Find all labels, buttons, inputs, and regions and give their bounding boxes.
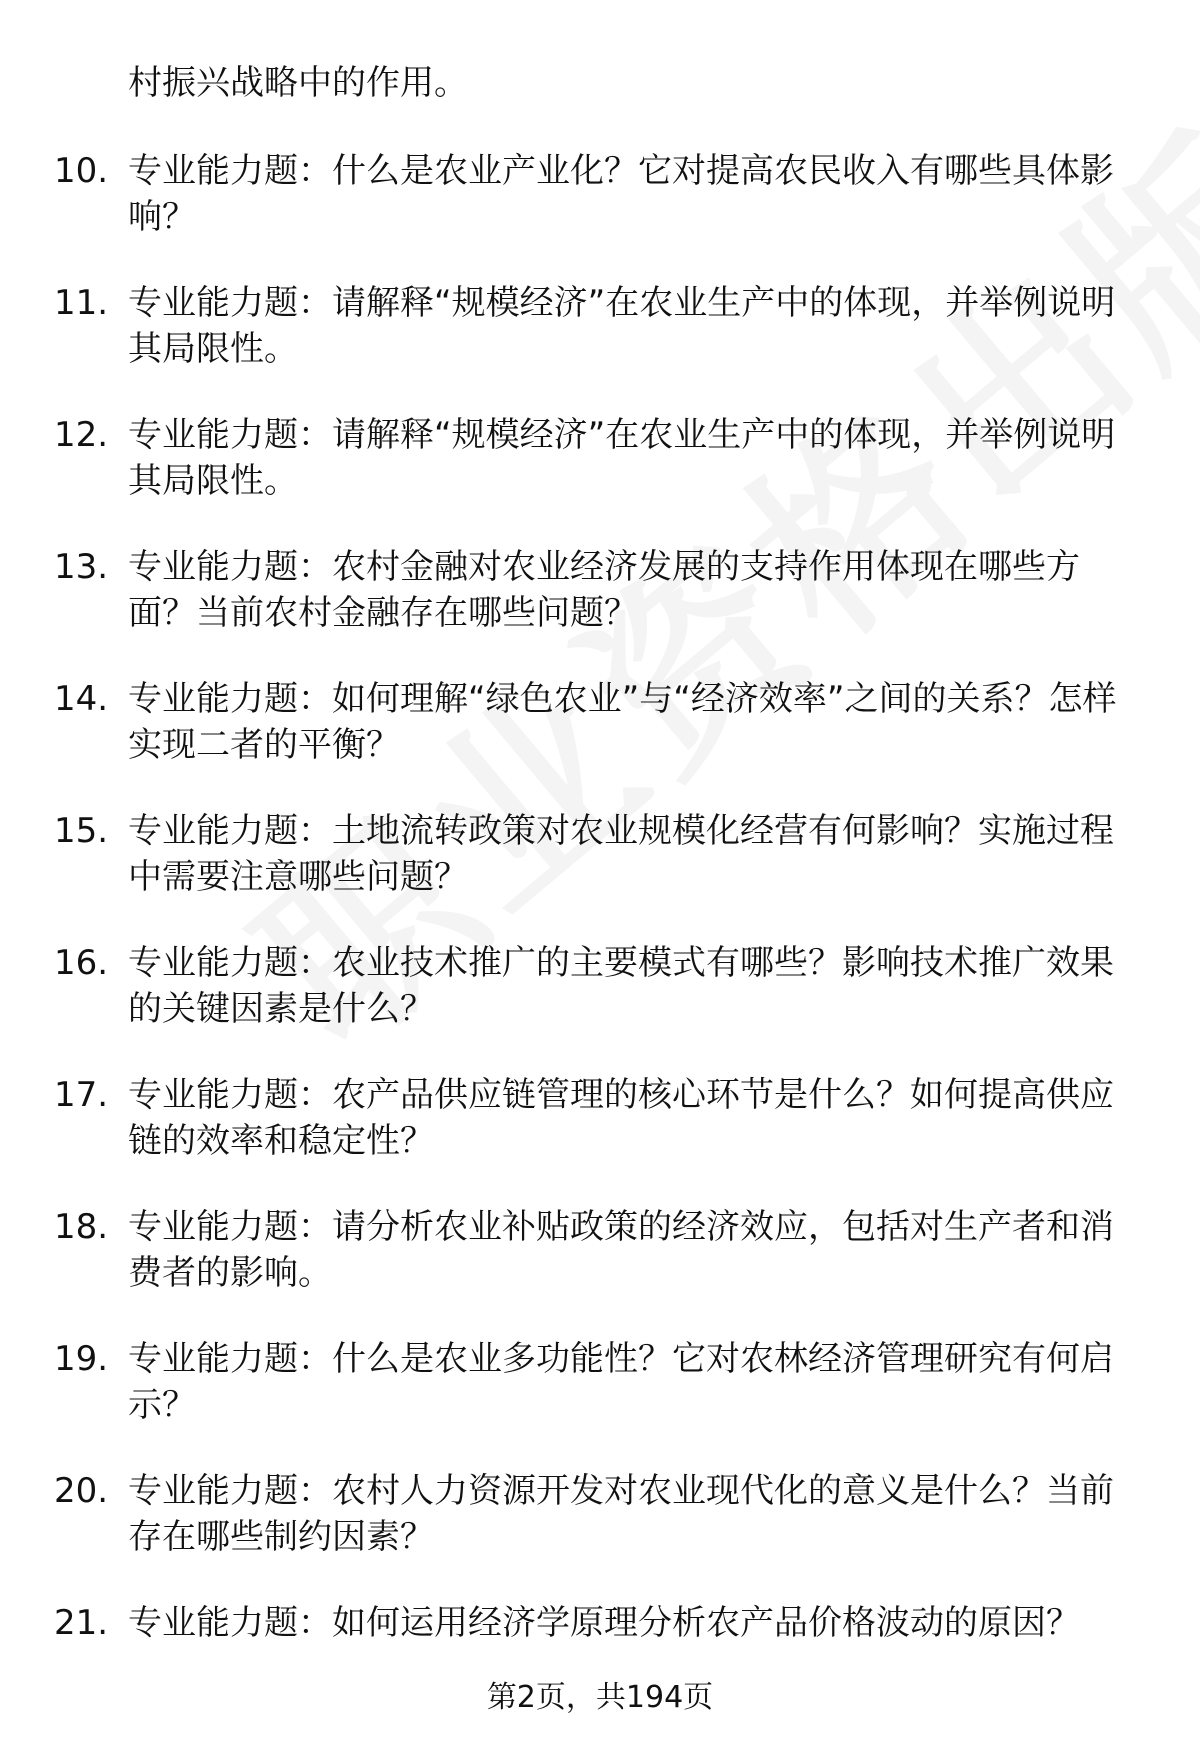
question-text: 专业能力题：请解释“规模经济”在农业生产中的体现，并举例说明其局限性。 [128, 415, 1116, 501]
question-text: 专业能力题：农业技术推广的主要模式有哪些？影响技术推广效果的关键因素是什么？ [128, 943, 1114, 1029]
question-number: 13. [54, 547, 109, 587]
list-item [0, 280, 1200, 412]
question-number: 17. [54, 1075, 109, 1115]
question-text: 专业能力题：请解释“规模经济”在农业生产中的体现，并举例说明其局限性。 [128, 283, 1116, 369]
question-text: 专业能力题：土地流转政策对农业规模化经营有何影响？实施过程中需要注意哪些问题？ [128, 811, 1114, 897]
list-item [0, 1204, 1200, 1336]
list-item [0, 412, 1200, 544]
question-text: 专业能力题：农村金融对农业经济发展的支持作用体现在哪些方面？当前农村金融存在哪些问题？ [128, 547, 1080, 633]
question-number: 18. [54, 1207, 109, 1247]
question-number: 19. [54, 1339, 109, 1379]
list-item [0, 808, 1200, 940]
question-text: 专业能力题：农产品供应链管理的核心环节是什么？如何提高供应链的效率和稳定性？ [128, 1075, 1114, 1161]
question-number: 15. [54, 811, 109, 851]
question-number: 21. [54, 1603, 109, 1643]
list-item [0, 1468, 1200, 1600]
question-number: 14. [54, 679, 109, 719]
question-number: 12. [54, 415, 109, 455]
list-item [0, 148, 1200, 280]
list-item [0, 676, 1200, 808]
list-item [0, 1336, 1200, 1468]
question-text: 专业能力题：什么是农业多功能性？它对农林经济管理研究有何启示？ [128, 1339, 1114, 1425]
question-number: 16. [54, 943, 109, 983]
question-number: 10. [54, 151, 109, 191]
question-text: 专业能力题：请分析农业补贴政策的经济效应，包括对生产者和消费者的影响。 [128, 1207, 1114, 1293]
list-item [0, 544, 1200, 676]
list-item [0, 940, 1200, 1072]
list-item [0, 1072, 1200, 1204]
question-text: 专业能力题：如何理解“绿色农业”与“经济效率”之间的关系？怎样实现二者的平衡？ [128, 679, 1117, 765]
question-text: 专业能力题：如何运用经济学原理分析农产品价格波动的原因？ [128, 1603, 1080, 1643]
question-text: 专业能力题：农村人力资源开发对农业现代化的意义是什么？当前存在哪些制约因素？ [128, 1471, 1114, 1557]
continuation-text: 村振兴战略中的作用。 [128, 63, 468, 103]
question-list [0, 148, 1200, 1732]
page-footer: 第2页，共194页 [486, 1680, 714, 1715]
question-number: 20. [54, 1471, 109, 1511]
question-text: 专业能力题：什么是农业产业化？它对提高农民收入有哪些具体影响？ [128, 151, 1114, 237]
question-number: 11. [54, 283, 109, 323]
